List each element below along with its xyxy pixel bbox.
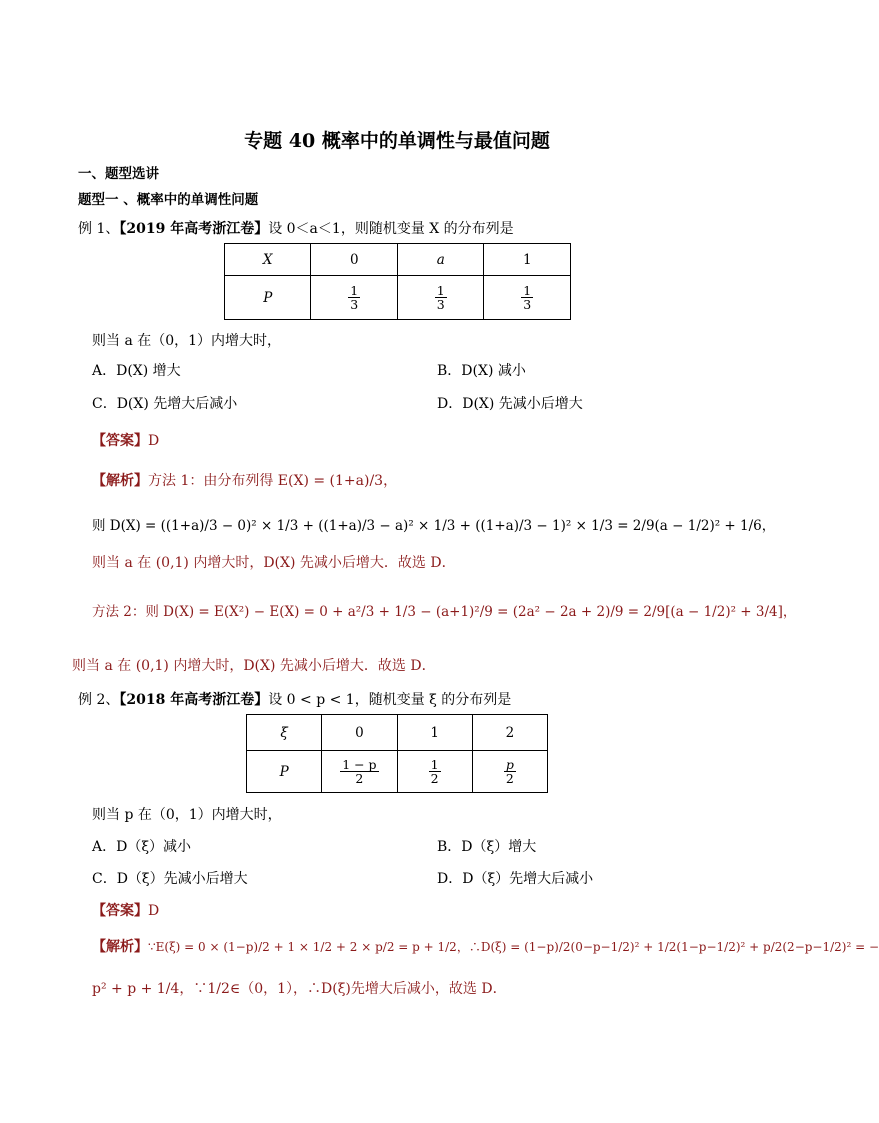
table-cell — [322, 751, 397, 793]
answer-2 — [92, 900, 159, 920]
distribution-table-2 — [246, 714, 548, 793]
answer-value: D — [148, 903, 160, 919]
table-cell — [397, 751, 472, 793]
example-1-question: 则当 a 在（0，1）内增大时， — [92, 333, 282, 349]
table-cell: a — [397, 244, 484, 276]
example-1-stem — [78, 218, 514, 238]
denominator: 2 — [430, 771, 439, 786]
answer-label: 【答案】 — [92, 903, 148, 919]
numerator: 1 — [430, 756, 439, 772]
page-title: 专题 40 概率中的单调性与最值问题 — [244, 130, 550, 152]
table-cell: 1 — [397, 715, 472, 751]
option-c: C．D(X) 先增大后减小 — [92, 396, 238, 412]
example-2-question: 则当 p 在（0，1）内增大时， — [92, 807, 282, 823]
section-heading: 一、题型选讲 — [78, 166, 159, 182]
option-b: B．D（ξ）增大 — [437, 839, 537, 855]
example-1-stem-text: 设 0＜a＜1，则随机变量 X 的分布列是 — [268, 221, 514, 237]
denominator: 3 — [436, 297, 445, 312]
fraction — [340, 758, 378, 785]
answer-label: 【答案】 — [92, 433, 148, 449]
option-b: B．D(X) 减小 — [437, 363, 526, 379]
analysis-2-line-2: p² + p + 1/4，∵1/2∈（0，1），∴D(ξ)先增大后减小，故选 D． — [92, 981, 507, 997]
answer-1 — [92, 430, 159, 450]
fraction — [504, 758, 516, 785]
analysis-1-line-2: 则 D(X) = ((1+a)/3 − 0)² × 1/3 + ((1+a)/3 − a)² × 1/3 + ((1+a)/3 − 1)² × 1/3 = 2/9(a − 1/2)² + 1/6， — [92, 518, 776, 534]
numerator: 1 — [350, 282, 359, 298]
analysis-label: 【解析】 — [92, 939, 148, 955]
table-cell — [311, 276, 398, 320]
table-cell — [484, 276, 571, 320]
table-cell: 1 — [484, 244, 571, 276]
option-a: A．D（ξ）减小 — [92, 839, 192, 855]
numerator: 1 — [436, 282, 445, 298]
answer-value: D — [148, 433, 160, 449]
example-1-source: 【2019 年高考浙江卷】 — [119, 221, 269, 237]
numerator: p — [505, 756, 514, 772]
option-d: D．D（ξ）先增大后减小 — [437, 871, 594, 887]
example-2-source: 【2018 年高考浙江卷】 — [119, 692, 269, 708]
option-c: C．D（ξ）先减小后增大 — [92, 871, 248, 887]
table-cell: X — [225, 244, 311, 276]
analysis-1-line-4: 方法 2：则 D(X) = E(X²) − E(X) = 0 + a²/3 + 1/3 − (a+1)²/9 = (2a² − 2a + 2)/9 = 2/9[(a − 1/2)² + 3/4]， — [92, 604, 797, 620]
table-cell — [397, 276, 484, 320]
table-cell: P — [247, 751, 322, 793]
analysis-text: ∵E(ξ) = 0 × (1−p)/2 + 1 × 1/2 + 2 × p/2 = p + 1/2，∴D(ξ) = (1−p)/2(0−p−1/2)² + 1/2(1−p−1/2)² + p/2(2−p−1/2)² = − — [148, 940, 879, 954]
example-2-stem — [78, 689, 511, 709]
analysis-2-line-1 — [92, 936, 879, 956]
type-heading: 题型一 、概率中的单调性问题 — [78, 192, 259, 208]
numerator: 1 − p — [342, 756, 377, 772]
fraction — [435, 284, 447, 311]
analysis-text: 方法 1：由分布列得 E(X) = (1+a)/3， — [148, 473, 398, 489]
analysis-1-line-3: 则当 a 在 (0,1) 内增大时，D(X) 先减小后增大．故选 D． — [92, 555, 456, 571]
option-d: D．D(X) 先减小后增大 — [437, 396, 583, 412]
denominator: 3 — [350, 297, 359, 312]
example-1-label: 例 1、 — [78, 221, 120, 237]
fraction — [429, 758, 441, 785]
distribution-table-1 — [224, 243, 571, 320]
example-2-label: 例 2、 — [78, 692, 120, 708]
example-2-stem-text: 设 0 < p < 1，随机变量 ξ 的分布列是 — [268, 692, 512, 708]
table-cell: ξ — [247, 715, 322, 751]
denominator: 2 — [505, 771, 514, 786]
table-cell — [472, 751, 547, 793]
fraction — [521, 284, 533, 311]
table-cell: P — [225, 276, 311, 320]
denominator: 3 — [523, 297, 532, 312]
denominator: 2 — [355, 771, 364, 786]
analysis-label: 【解析】 — [92, 473, 148, 489]
table-cell: 2 — [472, 715, 547, 751]
numerator: 1 — [523, 282, 532, 298]
option-a: A．D(X) 增大 — [92, 363, 181, 379]
table-cell: 0 — [311, 244, 398, 276]
analysis-1-line-5: 则当 a 在 (0,1) 内增大时，D(X) 先减小后增大．故选 D． — [72, 658, 436, 674]
table-cell: 0 — [322, 715, 397, 751]
analysis-1-line-1 — [92, 470, 397, 490]
fraction — [348, 284, 360, 311]
